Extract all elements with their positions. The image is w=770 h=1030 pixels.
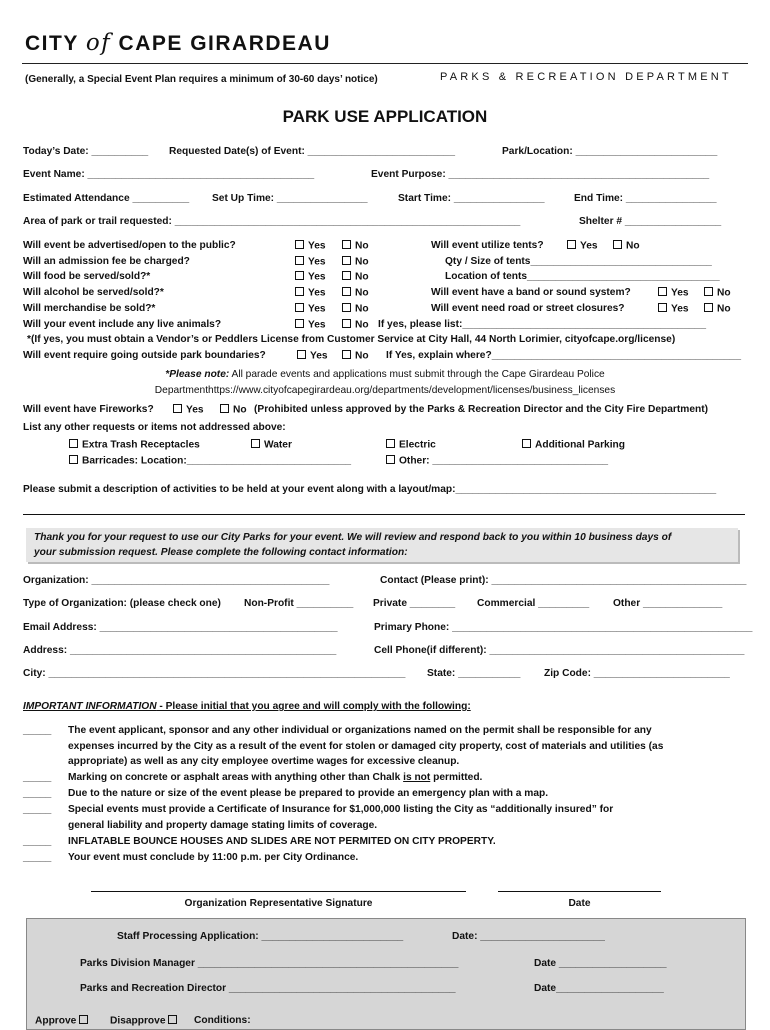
checkbox[interactable] xyxy=(522,439,531,448)
item2-not: is not xyxy=(403,772,431,783)
q-band: Will event have a band or sound system? xyxy=(431,287,631,298)
q-food: Will food be served/sold?* xyxy=(23,271,151,282)
q-admission: Will an admission fee be charged? xyxy=(23,256,190,267)
checkbox[interactable] xyxy=(295,319,304,328)
no-label: No xyxy=(233,404,247,416)
fireworks-note: (Prohibited unless approved by the Parks & Recreation Director and the City Fire Department) xyxy=(254,404,709,415)
no-label: No xyxy=(626,240,640,252)
no-label: No xyxy=(355,256,369,268)
logo-of: of xyxy=(85,30,112,56)
approve-option[interactable] xyxy=(35,1015,92,1028)
req-water[interactable] xyxy=(251,439,292,452)
vendor-note: *(If yes, you must obtain a Vendor’s or Peddlers License from Customer Service at City Hall, 44 North Lorimier, cityofcape.org/license) xyxy=(27,334,676,345)
important-item1-line2: expenses incurred by the City as a result of the event for stolen or damaged city property, cost of materials and utilities (as xyxy=(68,741,664,752)
req-trash[interactable] xyxy=(69,439,200,452)
q-band-yes[interactable] xyxy=(658,287,689,300)
no-label: No xyxy=(355,319,369,331)
zip-field[interactable]: Zip Code: ________________________ xyxy=(544,668,730,679)
checkbox[interactable] xyxy=(342,240,351,249)
checkbox[interactable] xyxy=(613,240,622,249)
initial-blank-6[interactable]: _____ xyxy=(23,852,52,863)
checkbox[interactable] xyxy=(567,240,576,249)
primary-phone-field[interactable]: Primary Phone: _____________________________________________________ xyxy=(374,622,753,633)
org-type-nonprofit[interactable]: Non-Profit __________ xyxy=(244,598,354,609)
important-item2 xyxy=(68,772,482,784)
signature-date-line[interactable] xyxy=(498,891,661,892)
q-alcohol: Will alcohol be served/sold?* xyxy=(23,287,164,298)
org-type-commercial[interactable]: Commercial _________ xyxy=(477,598,590,609)
q-road: Will event need road or street closures? xyxy=(431,303,625,314)
item2-text-b: permitted. xyxy=(430,772,483,783)
q-outside-yes[interactable] xyxy=(297,350,328,363)
checkbox[interactable] xyxy=(295,287,304,296)
signature-label: Organization Representative Signature xyxy=(184,898,373,909)
checkbox[interactable] xyxy=(220,404,229,413)
form-title: PARK USE APPLICATION xyxy=(282,107,488,126)
q-admission-yes[interactable] xyxy=(295,256,326,269)
area-field[interactable]: Area of park or trail requested: _____________________________________________________________ xyxy=(23,216,521,227)
contact-field[interactable]: Contact (Please print): _____________________________________________ xyxy=(380,575,747,586)
q-fireworks-no[interactable] xyxy=(220,404,247,417)
checkbox[interactable] xyxy=(342,350,351,359)
cell-phone-field[interactable]: Cell Phone(if different): _____________________________________________ xyxy=(374,645,745,656)
description-line[interactable] xyxy=(23,514,745,515)
header-rule xyxy=(22,63,748,64)
barricades-label: Barricades: Location:_____________________________ xyxy=(82,455,352,467)
event-name-field[interactable]: Event Name: ________________________________________ xyxy=(23,169,315,180)
no-label: No xyxy=(717,303,731,315)
important-item3: Due to the nature or size of the event please be prepared to provide an emergency plan with a map. xyxy=(68,788,549,799)
important-item5: INFLATABLE BOUNCE HOUSES AND SLIDES ARE NOT PERMITED ON CITY PROPERTY. xyxy=(68,836,496,847)
state-field[interactable]: State: ___________ xyxy=(427,668,521,679)
q-road-yes[interactable] xyxy=(658,303,689,316)
signature-date-label: Date xyxy=(568,898,591,909)
staff-processing-field[interactable]: Staff Processing Application: _________________________ xyxy=(117,931,404,942)
checkbox[interactable] xyxy=(658,303,667,312)
no-label: No xyxy=(355,287,369,299)
director-field[interactable]: Parks and Recreation Director ________________________________________ xyxy=(80,983,456,994)
city-logo xyxy=(25,30,331,56)
parade-note-line1 xyxy=(0,369,770,381)
yes-label: Yes xyxy=(308,240,326,252)
approve-label: Approve xyxy=(35,1015,77,1027)
req-electric[interactable] xyxy=(386,439,436,452)
yes-label: Yes xyxy=(671,303,689,315)
q-outside: Will event require going outside park boundaries? xyxy=(23,350,266,361)
q-tents-no[interactable] xyxy=(613,240,640,253)
org-type-other[interactable]: Other ______________ xyxy=(613,598,723,609)
important-heading-rest: - Please initial that you agree and will comply with the following: xyxy=(156,701,471,712)
tents-location-field[interactable]: Location of tents__________________________________ xyxy=(445,271,720,282)
org-type-label: Type of Organization: (please check one) xyxy=(23,598,221,609)
checkbox[interactable] xyxy=(295,303,304,312)
checkbox[interactable] xyxy=(69,455,78,464)
q-road-no[interactable] xyxy=(704,303,731,316)
email-field[interactable]: Email Address: __________________________________________ xyxy=(23,622,338,633)
conditions-label[interactable]: Conditions: xyxy=(194,1015,251,1026)
division-manager-date[interactable]: Date ___________________ xyxy=(534,958,667,969)
initial-blank-4[interactable]: _____ xyxy=(23,804,52,815)
checkbox[interactable] xyxy=(386,455,395,464)
q-fireworks-yes[interactable] xyxy=(173,404,204,417)
parking-label: Additional Parking xyxy=(535,439,625,451)
thank-you-line2: your submission request. Please complete the following contact information: xyxy=(34,547,408,558)
checkbox[interactable] xyxy=(704,303,713,312)
important-item6: Your event must conclude by 11:00 p.m. per City Ordinance. xyxy=(68,852,359,863)
parade-note-line2[interactable]: Departmenthttps://www.cityofcapegirardeau.org/departments/development/licenses/business_licenses xyxy=(154,385,616,396)
yes-label: Yes xyxy=(580,240,598,252)
yes-label: Yes xyxy=(310,350,328,362)
q-fireworks: Will event have Fireworks? xyxy=(23,404,154,415)
important-heading-italic: IMPORTANT INFORMATION xyxy=(23,701,157,712)
q-animals-yes[interactable] xyxy=(295,319,326,332)
yes-label: Yes xyxy=(186,404,204,416)
important-item4-line2: general liability and property damage stating limits of coverage. xyxy=(68,820,378,831)
yes-label: Yes xyxy=(308,256,326,268)
q-food-yes[interactable] xyxy=(295,271,326,284)
initial-blank-5[interactable]: _____ xyxy=(23,836,52,847)
important-heading xyxy=(23,701,471,713)
checkbox[interactable] xyxy=(342,287,351,296)
signature-line[interactable] xyxy=(91,891,466,892)
parade-note-label: *Please note: xyxy=(165,369,230,380)
shelter-field[interactable]: Shelter # _________________ xyxy=(579,216,722,227)
setup-time-field[interactable]: Set Up Time: ________________ xyxy=(212,193,368,204)
important-item1-line3: appropriate) as well as any city employee overtime wages for excessive cleanup. xyxy=(68,756,460,767)
req-barricades[interactable] xyxy=(69,455,351,468)
yes-label: Yes xyxy=(671,287,689,299)
logo-city: CITY xyxy=(25,32,79,55)
initial-blank-1[interactable]: _____ xyxy=(23,725,52,736)
checkbox[interactable] xyxy=(295,256,304,265)
checkbox[interactable] xyxy=(251,439,260,448)
parade-note-text: All parade events and applications must submit through the Cape Girardeau Police xyxy=(229,369,605,380)
other-requests-label: List any other requests or items not addressed above: xyxy=(23,422,286,433)
attendance-field[interactable]: Estimated Attendance __________ xyxy=(23,193,190,204)
division-manager-field[interactable]: Parks Division Manager ______________________________________________ xyxy=(80,958,459,969)
animals-list-field[interactable]: If yes, please list:___________________________________________ xyxy=(378,319,706,330)
staff-section xyxy=(26,918,746,1030)
checkbox[interactable] xyxy=(173,404,182,413)
checkbox[interactable] xyxy=(342,303,351,312)
department-name: PARKS & RECREATION DEPARTMENT xyxy=(440,71,732,83)
electric-label: Electric xyxy=(399,439,436,451)
no-label: No xyxy=(717,287,731,299)
disapprove-option[interactable] xyxy=(110,1015,181,1028)
start-time-field[interactable]: Start Time: ________________ xyxy=(398,193,545,204)
checkbox[interactable] xyxy=(342,319,351,328)
q-advertised-yes[interactable] xyxy=(295,240,326,253)
q-alcohol-no[interactable] xyxy=(342,287,369,300)
yes-label: Yes xyxy=(308,271,326,283)
important-item4-line1: Special events must provide a Certificate of Insurance for $1,000,000 listing the City as “additionally insured” for xyxy=(68,804,614,815)
description-field[interactable]: Please submit a description of activities to be held at your event along with a layout/map:______________________________________________ xyxy=(23,484,717,495)
checkbox[interactable] xyxy=(342,256,351,265)
director-date[interactable]: Date___________________ xyxy=(534,983,664,994)
q-tents-yes[interactable] xyxy=(567,240,598,253)
q-admission-no[interactable] xyxy=(342,256,369,269)
checkbox[interactable] xyxy=(658,287,667,296)
staff-processing-date[interactable]: Date: ______________________ xyxy=(452,931,605,942)
city-field[interactable]: City: _______________________________________________________________ xyxy=(23,668,406,679)
disapprove-label: Disapprove xyxy=(110,1015,166,1027)
address-field[interactable]: Address: _______________________________________________ xyxy=(23,645,337,656)
checkbox[interactable] xyxy=(297,350,306,359)
organization-field[interactable]: Organization: __________________________________________ xyxy=(23,575,330,586)
todays-date-field[interactable]: Today’s Date: __________ xyxy=(23,146,149,157)
event-purpose-field[interactable]: Event Purpose: ______________________________________________ xyxy=(371,169,710,180)
q-merchandise-no[interactable] xyxy=(342,303,369,316)
initial-blank-2[interactable]: _____ xyxy=(23,772,52,783)
checkbox[interactable] xyxy=(79,1015,88,1024)
yes-label: Yes xyxy=(308,319,326,331)
checkbox[interactable] xyxy=(704,287,713,296)
q-tents: Will event utilize tents? xyxy=(431,240,544,251)
important-item1-line1: The event applicant, sponsor and any other individual or organizations named on the permit shall be responsible for any xyxy=(68,725,652,736)
no-label: No xyxy=(355,271,369,283)
no-label: No xyxy=(355,303,369,315)
trash-label: Extra Trash Receptacles xyxy=(82,439,200,451)
tents-qty-field[interactable]: Qty / Size of tents________________________________ xyxy=(445,256,712,267)
yes-label: Yes xyxy=(308,287,326,299)
q-merchandise-yes[interactable] xyxy=(295,303,326,316)
checkbox[interactable] xyxy=(295,271,304,280)
checkbox[interactable] xyxy=(168,1015,177,1024)
req-other[interactable] xyxy=(386,455,608,468)
req-parking[interactable] xyxy=(522,439,625,452)
q-food-no[interactable] xyxy=(342,271,369,284)
water-label: Water xyxy=(264,439,292,451)
no-label: No xyxy=(355,350,369,362)
outside-explain-field[interactable]: If Yes, explain where?____________________________________________ xyxy=(386,350,741,361)
q-advertised-no[interactable] xyxy=(342,240,369,253)
checkbox[interactable] xyxy=(295,240,304,249)
item2-text-a: Marking on concrete or asphalt areas with anything other than Chalk xyxy=(68,772,404,783)
checkbox[interactable] xyxy=(386,439,395,448)
q-advertised: Will event be advertised/open to the public? xyxy=(23,240,236,251)
thank-you-box xyxy=(26,528,738,562)
no-label: No xyxy=(355,240,369,252)
requested-dates-field[interactable]: Requested Date(s) of Event: __________________________ xyxy=(169,146,455,157)
initial-blank-3[interactable]: _____ xyxy=(23,788,52,799)
q-outside-no[interactable] xyxy=(342,350,369,363)
end-time-field[interactable]: End Time: ________________ xyxy=(574,193,717,204)
q-animals-no[interactable] xyxy=(342,319,369,332)
logo-name: CAPE GIRARDEAU xyxy=(118,32,331,55)
checkbox[interactable] xyxy=(342,271,351,280)
q-band-no[interactable] xyxy=(704,287,731,300)
org-type-private[interactable]: Private ________ xyxy=(373,598,456,609)
q-animals: Will your event include any live animals? xyxy=(23,319,222,330)
other-label: Other: _______________________________ xyxy=(399,455,609,467)
q-merchandise: Will merchandise be sold?* xyxy=(23,303,156,314)
thank-you-line1: Thank you for your request to use our City Parks for your event. We will review and respond back to you within 10 business days of xyxy=(34,532,672,543)
notice-text: (Generally, a Special Event Plan requires a minimum of 30-60 days’ notice) xyxy=(25,74,378,85)
park-location-field[interactable]: Park/Location: _________________________ xyxy=(502,146,718,157)
checkbox[interactable] xyxy=(69,439,78,448)
q-alcohol-yes[interactable] xyxy=(295,287,326,300)
yes-label: Yes xyxy=(308,303,326,315)
